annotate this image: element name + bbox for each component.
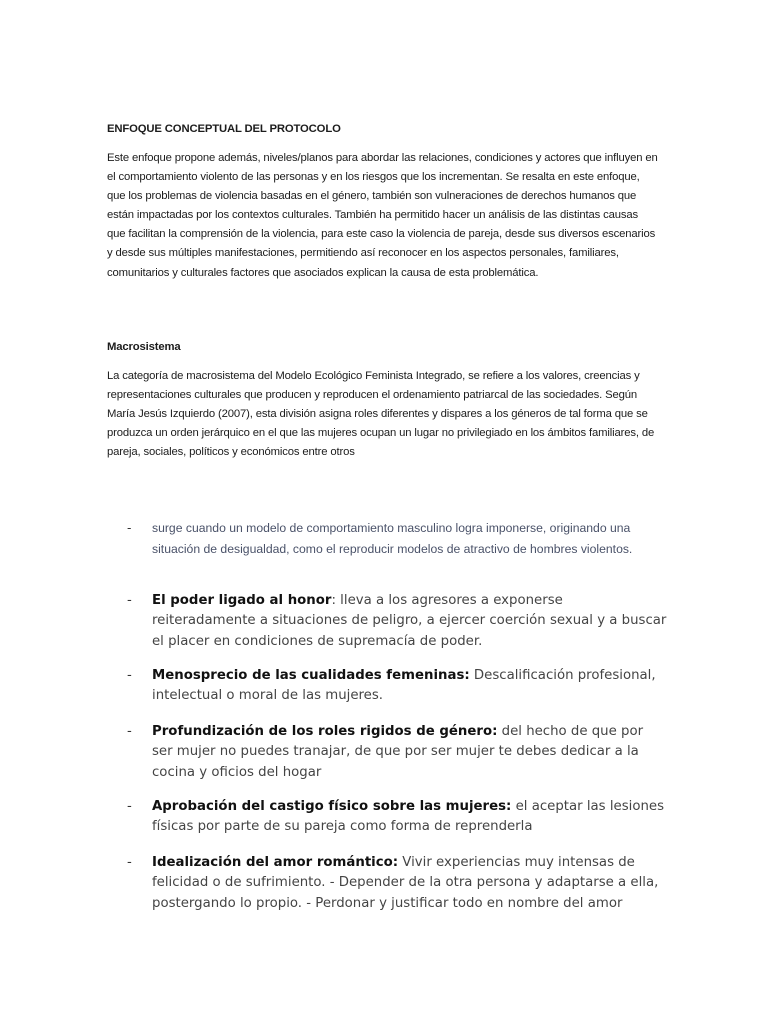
list-dash: - bbox=[127, 593, 132, 608]
list-dash: - bbox=[127, 799, 132, 814]
list-item-description: : lleva a los agresores a exponerse reiteradamente a situaciones de peligro, a ejercer coerción sexual y a buscar el placer en condiciones de supremacía de poder. bbox=[152, 593, 667, 649]
list-item bbox=[127, 797, 667, 838]
list-item-description: Descalificación profesional, intelectual o moral de las mujeres. bbox=[152, 668, 656, 704]
list-item-text bbox=[152, 797, 667, 838]
list-item-text bbox=[152, 518, 667, 559]
list-item bbox=[127, 853, 667, 914]
list-dash: - bbox=[127, 521, 132, 535]
list-item-text bbox=[152, 666, 667, 707]
list-item-term: El poder ligado al honor bbox=[152, 593, 332, 608]
list-item-text bbox=[152, 591, 667, 652]
section-heading-enfoque: ENFOQUE CONCEPTUAL DEL PROTOCOLO bbox=[107, 123, 341, 135]
list-item bbox=[127, 518, 667, 559]
list-item bbox=[127, 591, 667, 652]
list-item bbox=[127, 722, 667, 783]
paragraph-enfoque: Este enfoque propone además, niveles/planos para abordar las relaciones, condiciones y actores que influyen en el comportamiento violento de las personas y en los riesgos que los incrementan. Se resalta en este enfoque, que los problemas de violencia basadas en el género, también son vulneraciones de derechos humanos que están impactadas por los contextos culturales. También ha permitido hacer un análisis de las distintas causas que facilitan la comprensión de la violencia, para este caso la violencia de pareja, desde sus diversos escenarios y desde sus múltiples manifestaciones, permitiendo así reconocer en los aspectos personales, familiares, comunitarios y culturales factores que asociados explican la causa de esta problemática. bbox=[107, 152, 658, 279]
list-item-term: Profundización de los roles rigidos de género: bbox=[152, 724, 498, 739]
list-dash: - bbox=[127, 724, 132, 739]
list-item-description: del hecho de que por ser mujer no puedes tranajar, de que por ser mujer te debes dedicar a la cocina y oficios del hogar bbox=[152, 724, 644, 780]
list-item-term: Aprobación del castigo físico sobre las mujeres: bbox=[152, 799, 512, 814]
list-item-term: Menosprecio de las cualidades femeninas: bbox=[152, 668, 470, 683]
list-item bbox=[127, 666, 667, 707]
paragraph-macrosistema: La categoría de macrosistema del Modelo Ecológico Feminista Integrado, se refiere a los valores, creencias y representaciones culturales que producen y reproducen el ordenamiento patriarcal de las sociedades. Según María Jesús Izquierdo (2007), esta división asigna roles diferentes y dispares a los géneros de tal forma que se produzca un orden jerárquico en el que las mujeres ocupan un lugar no privilegiado en los ámbitos familiares, de pareja, sociales, políticos y económicos entre otros bbox=[107, 370, 655, 459]
list-dash: - bbox=[127, 855, 132, 870]
list-item-text bbox=[152, 853, 667, 914]
list-item-description: surge cuando un modelo de comportamiento masculino logra imponerse, originando una situación de desigualdad, como el reproducir modelos de atractivo de hombres violentos. bbox=[152, 521, 633, 556]
list-item-description: Vivir experiencias muy intensas de felicidad o de sufrimiento. - Depender de la otra persona y adaptarse a ella, postergando lo propio. - Perdonar y justificar todo en nombre del amor bbox=[152, 855, 659, 911]
section-heading-macrosistema: Macrosistema bbox=[107, 341, 181, 353]
list-item-term: Idealización del amor romántico: bbox=[152, 855, 399, 870]
list-item-description: el aceptar las lesiones físicas por parte de su pareja como forma de reprenderla bbox=[152, 799, 665, 835]
list-dash: - bbox=[127, 668, 132, 683]
list-item-text bbox=[152, 722, 667, 783]
